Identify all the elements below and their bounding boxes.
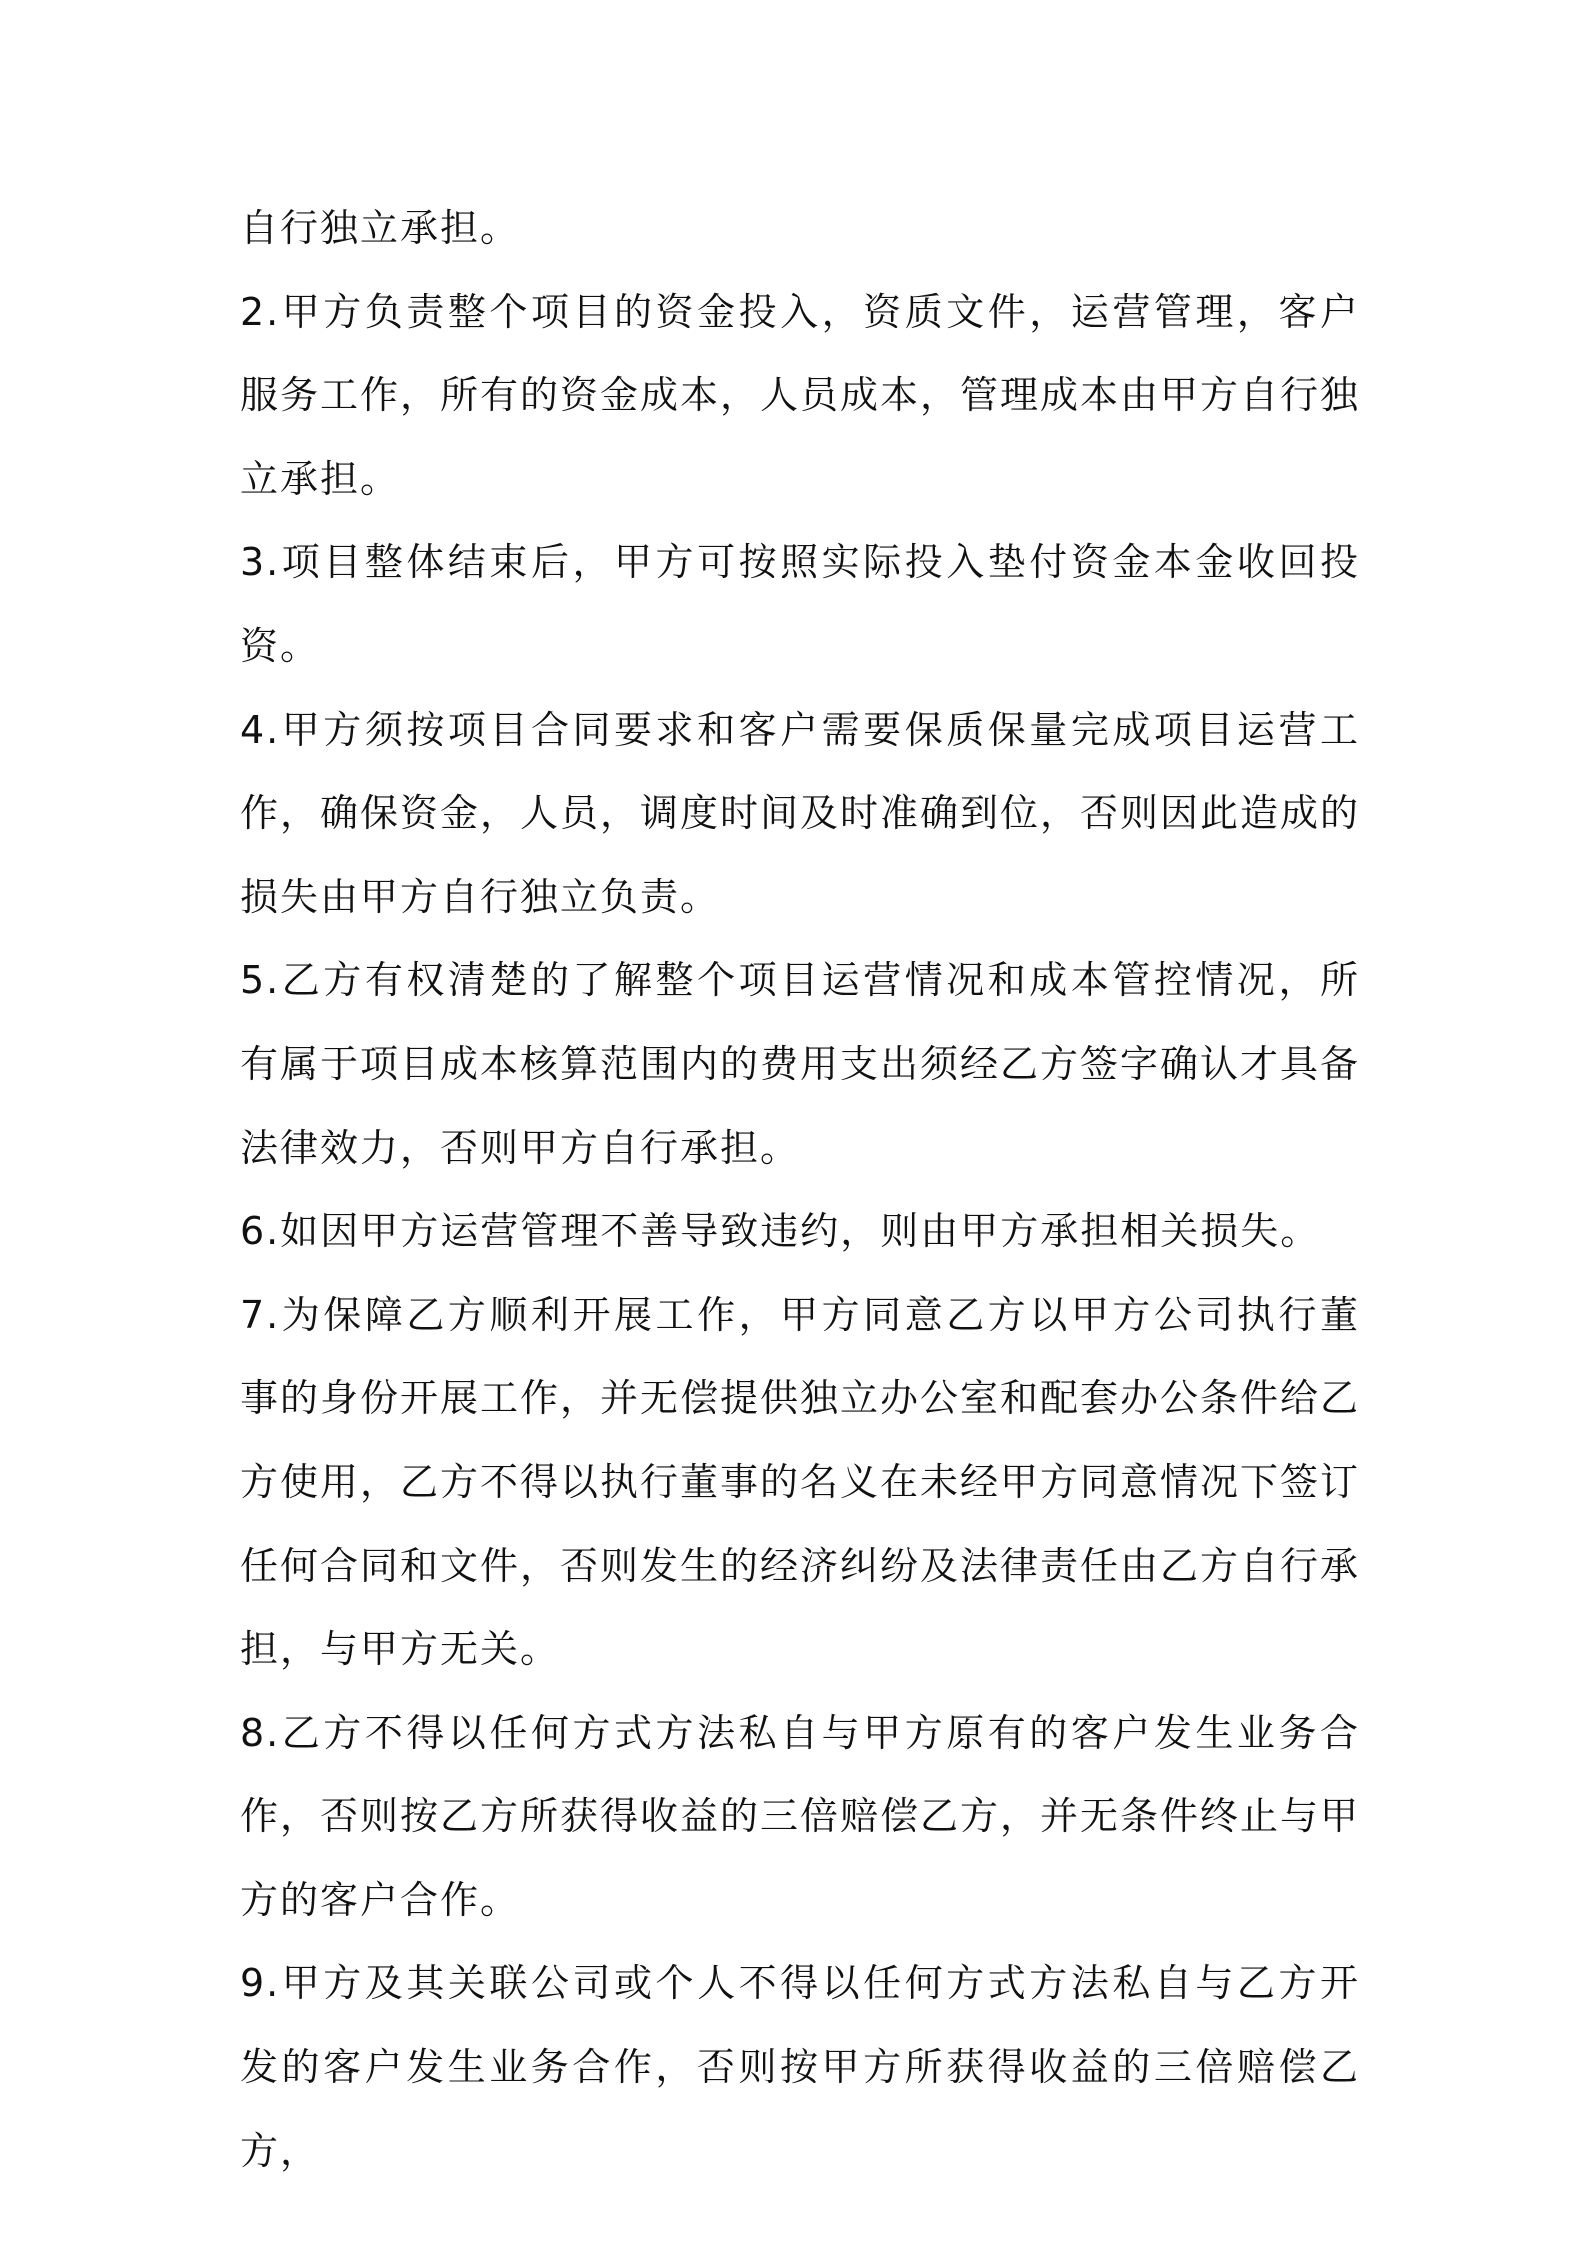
clause-6: 6.如因甲方运营管理不善导致违约，则由甲方承担相关损失。 — [240, 1209, 1321, 1254]
clause-4: 4.甲方须按项目合同要求和客户需要保质保量完成项目运营工作，确保资金，人员，调度时间及时准确到位，否则因此造成的损失由甲方自行独立负责。 — [240, 707, 1361, 919]
paragraph-continuation: 自行独立承担。 — [240, 206, 521, 250]
clause-8: 8.乙方不得以任何方式方法私自与甲方原有的客户发生业务合作，否则按乙方所获得收益的三倍赔偿乙方，并无条件终止与甲方的客户合作。 — [240, 1710, 1361, 1922]
clause-5: 5.乙方有权清楚的了解整个项目运营情况和成本管控情况，所有属于项目成本核算范围内的费用支出须经乙方签字确认才具备法律效力，否则甲方自行承担。 — [240, 958, 1361, 1170]
clause-7: 7.为保障乙方顺利开展工作，甲方同意乙方以甲方公司执行董事的身份开展工作，并无偿提供独立办公室和配套办公条件给乙方使用，乙方不得以执行董事的名义在未经甲方同意情况下签订任何合同和文件，否则发生的经济纠纷及法律责任由乙方自行承担，与甲方无关。 — [240, 1292, 1361, 1672]
clause-9: 9.甲方及其关联公司或个人不得以任何方式方法私自与乙方开发的客户发生业务合作，否则按甲方所获得收益的三倍赔偿乙方， — [240, 1961, 1360, 2173]
contract-text — [240, 187, 1360, 2193]
clause-2: 2.甲方负责整个项目的资金投入，资质文件，运营管理，客户服务工作，所有的资金成本，人员成本，管理成本由甲方自行独立承担。 — [240, 289, 1361, 501]
clause-3: 3.项目整体结束后，甲方可按照实际投入垫付资金本金收回投资。 — [240, 540, 1360, 668]
